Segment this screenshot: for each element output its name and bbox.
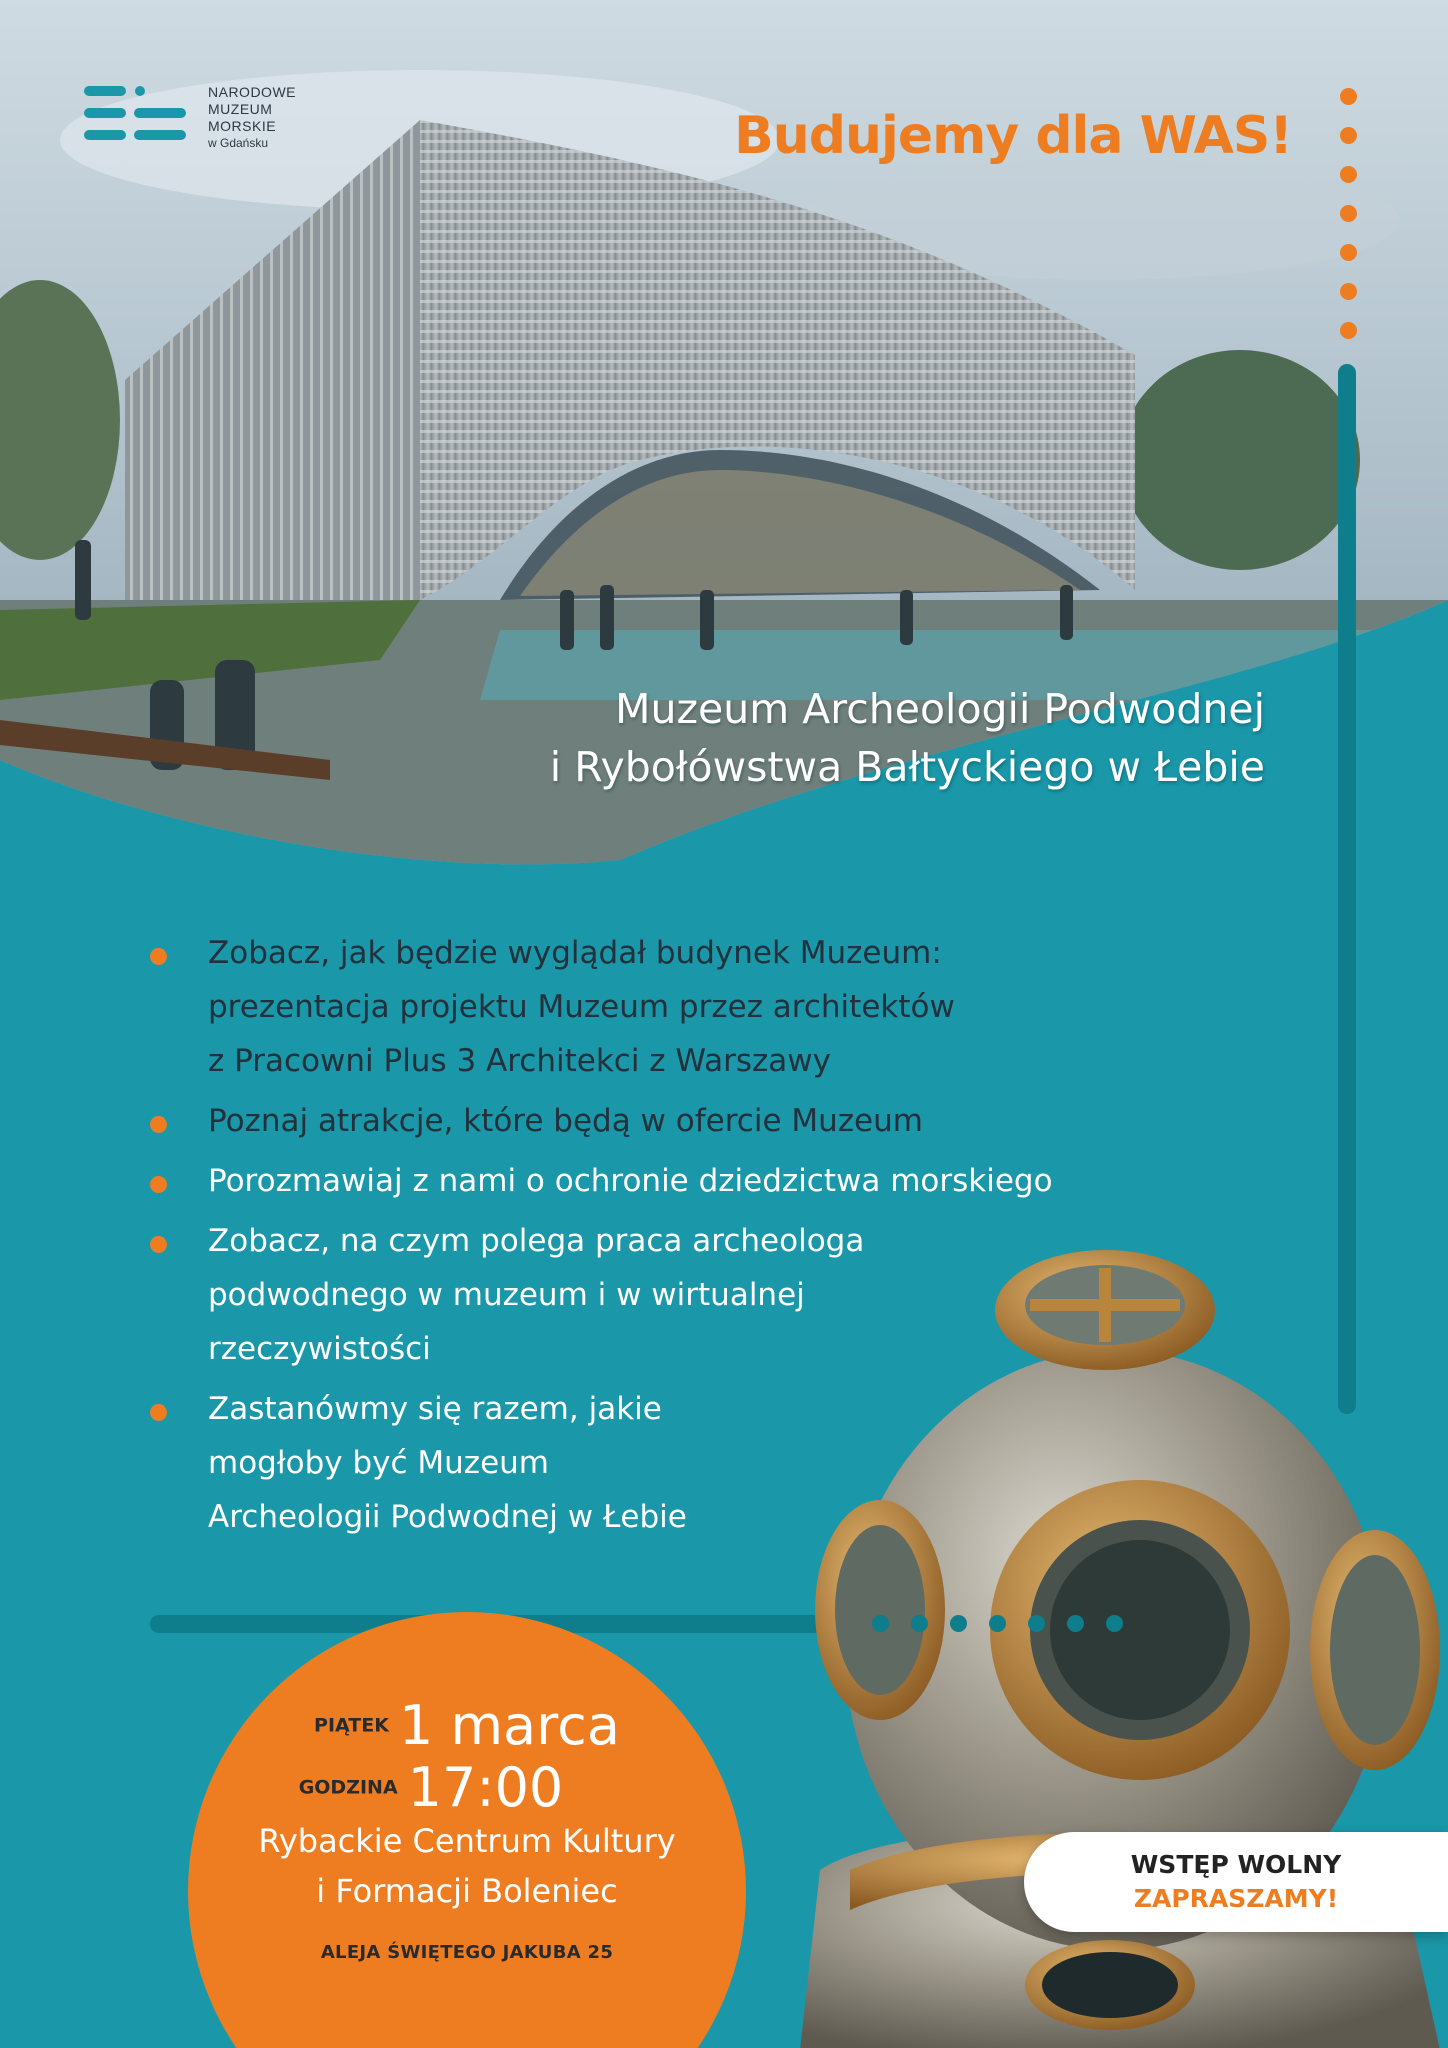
slogan-heading: Budujemy dla WAS! [734,106,1292,166]
decor-dot [1340,205,1357,222]
list-item-line: Zobacz, na czym polega praca archeologa [208,1223,865,1259]
time-label: GODZINA [298,1776,398,1799]
list-item-line: z Pracowni Plus 3 Architekci z Warszawy [208,1043,831,1079]
decor-dot [1028,1615,1045,1632]
decor-dot [1340,127,1357,144]
list-item-line: Zobacz, jak będzie wyglądał budynek Muzeum: [208,935,942,971]
list-item-line: Porozmawiaj z nami o ochronie dziedzictwa morskiego [208,1163,1053,1199]
bullet-icon [150,1236,167,1253]
title-line-1: Muzeum Archeologii Podwodnej [615,685,1265,733]
decor-dot [989,1615,1006,1632]
decor-dot [1340,166,1357,183]
list-item [150,1094,1250,1148]
logo-line-4: w Gdańsku [208,136,269,150]
decor-dot [1340,322,1357,339]
decor-dot [1340,244,1357,261]
list-item-line: mogłoby być Muzeum [208,1445,549,1481]
badge-line-2: ZAPRASZAMY! [1133,1884,1339,1913]
decor-dot [1106,1615,1123,1632]
list-item [150,1154,1250,1208]
date-value: 1 marca [398,1694,620,1757]
list-item [150,926,1250,1088]
event-venue [188,1816,746,1916]
time-value: 17:00 [407,1756,564,1819]
title-line-2: i Rybołówstwa Bałtyckiego w Łebie [549,743,1265,791]
list-item-line: prezentacja projektu Muzeum przez architektów [208,989,955,1025]
vertical-dots-decoration [1340,88,1358,361]
bullet-icon [150,1116,167,1133]
event-address: ALEJA ŚWIĘTEGO JAKUBA 25 [320,1942,614,1963]
list-item-line: Zastanówmy się razem, jakie [208,1391,662,1427]
museum-logo [84,84,296,152]
list-item-line: rzeczywistości [208,1331,431,1367]
logo-line-3: MORSKIE [208,118,277,134]
decor-dot [911,1615,928,1632]
logo-line-2: MUZEUM [208,101,273,117]
event-date [188,1694,746,1757]
logo-mark-icon [84,84,186,142]
decor-dot [1340,88,1357,105]
badge-line-1: WSTĘP WOLNY [1130,1850,1342,1879]
venue-line-1: Rybackie Centrum Kultury [258,1822,676,1860]
bullet-icon [150,948,167,965]
decor-dot [1067,1615,1084,1632]
event-time [152,1756,710,1819]
museum-title [550,680,1265,796]
decor-dot [950,1615,967,1632]
decor-dot [872,1615,889,1632]
venue-line-2: i Formacji Boleniec [316,1872,618,1910]
list-item-line: Archeologii Podwodnej w Łebie [208,1499,687,1535]
bullet-icon [150,1404,167,1421]
free-entry-badge [1024,1832,1448,1932]
horizontal-dots-decoration [872,1615,1123,1632]
decor-dot [1340,283,1357,300]
day-label: PIĄTEK [314,1714,389,1737]
logo-text [208,84,296,152]
logo-line-1: NARODOWE [208,84,296,100]
bullet-icon [150,1176,167,1193]
list-item-line: Poznaj atrakcje, które będą w ofercie Muzeum [208,1103,923,1139]
list-item-line: podwodnego w muzeum i w wirtualnej [208,1277,805,1313]
